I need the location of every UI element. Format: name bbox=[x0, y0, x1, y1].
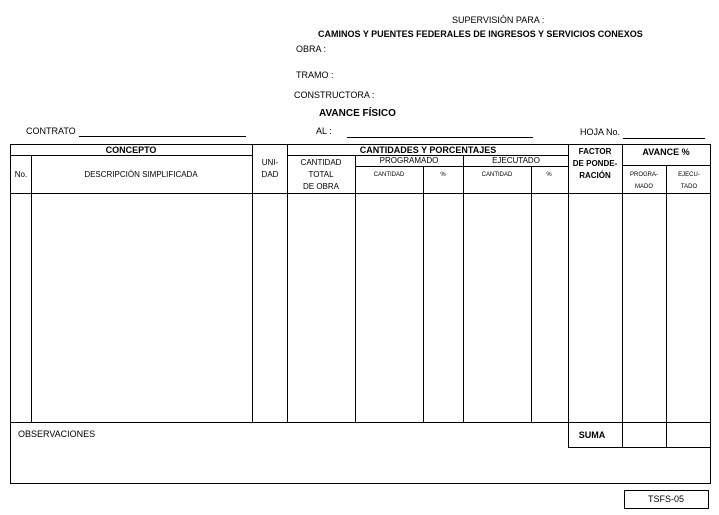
contrato-label: CONTRATO bbox=[26, 126, 76, 136]
prog-pct-header: % bbox=[440, 172, 446, 178]
concepto-header-line bbox=[10, 155, 252, 156]
suma-label: SUMA bbox=[578, 430, 606, 440]
descripcion-header: DESCRIPCIÓN SIMPLIFICADA bbox=[84, 170, 198, 179]
contrato-field[interactable] bbox=[79, 136, 246, 137]
cantidad-total-header-1: CANTIDAD bbox=[300, 158, 342, 167]
obra-label: OBRA : bbox=[296, 44, 327, 54]
col-line-cantidad-total bbox=[287, 144, 288, 422]
ejecutado-header: EJECUTADO bbox=[492, 156, 540, 165]
al-field[interactable] bbox=[347, 137, 533, 138]
avance-ejecutado-header-1: EJECU- bbox=[678, 172, 700, 178]
avance-programado-header-1: PROGRA- bbox=[629, 172, 659, 178]
col-line-unidad bbox=[252, 144, 253, 422]
header-bottom-line bbox=[10, 193, 711, 194]
prog-ejec-header-line bbox=[355, 166, 568, 167]
factor-header-2: DE PONDE- bbox=[572, 159, 618, 168]
concepto-header: CONCEPTO bbox=[105, 145, 157, 155]
cantidad-total-header-3: DE OBRA bbox=[302, 182, 340, 191]
no-header: No. bbox=[14, 170, 28, 179]
suma-bottom-line bbox=[568, 447, 711, 448]
cantidades-header: CANTIDADES Y PORCENTAJES bbox=[359, 145, 497, 155]
factor-header-1: FACTOR bbox=[578, 147, 612, 156]
hoja-label: HOJA No. bbox=[580, 127, 621, 137]
observaciones-label: OBSERVACIONES bbox=[18, 429, 96, 439]
col-line-avance-ejec bbox=[666, 165, 667, 447]
avance-table bbox=[10, 144, 711, 484]
cantidad-total-header-2: TOTAL bbox=[308, 170, 334, 179]
avance-header: AVANCE % bbox=[642, 147, 690, 157]
prog-cantidad-header: CANTIDAD bbox=[373, 172, 405, 178]
ejec-pct-header: % bbox=[546, 172, 552, 178]
ejec-cantidad-header: CANTIDAD bbox=[481, 172, 513, 178]
hoja-field[interactable] bbox=[623, 138, 705, 139]
col-line-ejec-pct bbox=[531, 166, 532, 422]
col-line-ejecutado bbox=[463, 155, 464, 422]
constructora-label: CONSTRUCTORA : bbox=[294, 90, 375, 100]
col-line-factor bbox=[568, 144, 569, 447]
avance-ejecutado-header-2: TADO bbox=[680, 184, 698, 190]
al-label: AL : bbox=[316, 126, 332, 136]
unidad-header-2: DAD bbox=[261, 170, 279, 179]
page-title: AVANCE FÍSICO bbox=[319, 108, 396, 119]
col-line-prog-pct bbox=[423, 166, 424, 422]
rows-bottom-line bbox=[10, 422, 711, 423]
factor-header-3: RACIÓN bbox=[579, 171, 611, 180]
avance-programado-header-2: MADO bbox=[635, 184, 653, 190]
form-code: TSFS-05 bbox=[647, 494, 685, 504]
supervision-label: SUPERVISIÓN PARA : bbox=[452, 15, 545, 25]
programado-header: PROGRAMADO bbox=[379, 156, 439, 165]
col-line-programado bbox=[355, 155, 356, 422]
unidad-header-1: UNI- bbox=[261, 158, 279, 167]
col-line-no bbox=[31, 155, 32, 422]
tramo-label: TRAMO : bbox=[296, 70, 334, 80]
col-line-avance bbox=[622, 144, 623, 447]
entity-name: CAMINOS Y PUENTES FEDERALES DE INGRESOS Y SERVICIOS CONEXOS bbox=[318, 29, 643, 39]
